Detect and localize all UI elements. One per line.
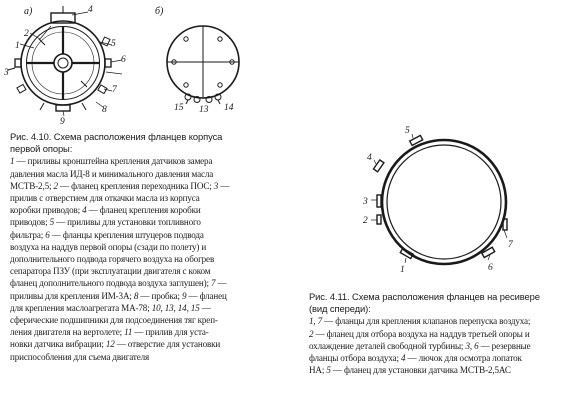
callout-b-13: 13 (199, 105, 209, 115)
caption-line (10, 204, 229, 216)
caption-text: МСТВ-2,5; (10, 180, 54, 191)
callout-b-14: 14 (224, 103, 234, 113)
caption-ref-number: 3 (213, 180, 219, 191)
caption-ref-number: 4 (400, 353, 406, 364)
view-label-a: а) (24, 6, 33, 17)
caption-line (10, 192, 229, 204)
callout-r-6: 6 (488, 263, 493, 273)
caption-text: фильтра; (10, 229, 46, 240)
figure-4-10-title-line-2: первой опоры: (10, 143, 73, 155)
caption-ref-number: 1, 7 (309, 316, 323, 327)
callout-a-9: 9 (60, 117, 65, 127)
callout-a-1: 1 (15, 41, 20, 51)
figure-4-11-title-line-2: (вид спереди): (309, 303, 371, 315)
caption-text: — фланцы крепления штуцеров подвода (49, 229, 204, 240)
caption-text: — отверстие для установки (114, 339, 221, 350)
caption-text: НА; (309, 365, 327, 376)
figure-4-11-title-line-1: Рис. 4.11. Схема расположения фланцев на ресивере (309, 291, 540, 302)
caption-text: приводов; (10, 217, 50, 228)
caption-line (10, 265, 229, 277)
callout-r-5: 5 (405, 126, 410, 136)
caption-text: — приливы для установки топливного (53, 217, 201, 228)
figure-4-11-drawing (345, 120, 535, 285)
caption-line (309, 364, 540, 376)
figure-4-11-caption (309, 291, 540, 376)
caption-text: — резервные (478, 340, 531, 351)
caption-ref-number: 12 (105, 339, 115, 350)
caption-text: — прилив для уста- (132, 327, 209, 338)
callout-a-8: 8 (102, 105, 107, 115)
caption-text: для крепления маслоагрегата МА-78; (10, 302, 152, 313)
caption-ref-number: 4 (82, 205, 87, 216)
caption-line (10, 253, 229, 265)
caption-line (309, 352, 540, 364)
callout-a-4: 4 (88, 5, 93, 15)
caption-ref-number: 3, 6 (465, 340, 479, 351)
caption-line (10, 241, 229, 253)
caption-line (10, 168, 229, 180)
caption-text: — фланцы для крепления клапанов перепуска воздуха; (322, 316, 531, 327)
receiver-ring (382, 140, 506, 264)
caption-line (309, 315, 540, 327)
callout-r-3: 3 (363, 197, 368, 207)
callout-r-7: 7 (508, 240, 513, 250)
caption-text: — фланец крепления коробки (86, 205, 201, 216)
caption-text: сепаратора ПЗУ (при эксплуатации двигателя с коком (10, 266, 211, 277)
caption-ref-number: 5 (49, 217, 54, 228)
view-b-housing (167, 26, 239, 104)
figure-4-10-drawing (0, 0, 300, 128)
caption-text: — фланец для отбора воздуха на наддув третьей опоры и (313, 328, 530, 339)
caption-line (309, 328, 540, 340)
callout-b-15: 15 (174, 103, 184, 113)
caption-text: — фланец для установки датчика МСТВ-2,5АС (330, 365, 511, 376)
caption-line (10, 155, 229, 167)
caption-ref-number: 11 (124, 327, 133, 338)
caption-text: — (199, 302, 211, 313)
caption-line (10, 338, 229, 350)
caption-text: охлаждение деталей свободной турбины; (309, 340, 466, 351)
caption-text: давления масла ИД-8 и минимального давления масла (10, 168, 214, 179)
view-a-housing (8, 6, 111, 111)
caption-ref-number: 8 (133, 290, 139, 301)
caption-text: — фланец (186, 290, 227, 301)
view-label-b: б) (155, 6, 164, 17)
caption-ref-number: 5 (326, 365, 331, 376)
caption-text: — (218, 180, 230, 191)
callout-a-3: 3 (4, 68, 9, 78)
caption-line (10, 326, 229, 338)
figure-4-10-title-line-1: Рис. 4.10. Схема расположения фланцев корпуса (10, 131, 223, 142)
callout-r-2: 2 (363, 216, 368, 226)
caption-text: приспособления для съема двигателя (10, 351, 150, 362)
caption-text: сферические подшипники для подсоединения тяг креп- (10, 315, 218, 326)
caption-text: — пробка; (138, 290, 182, 301)
caption-line (10, 290, 229, 302)
caption-ref-number: 2 (309, 328, 314, 339)
caption-text: коробки приводов; (10, 205, 83, 216)
caption-text: — (215, 278, 227, 289)
caption-text: ления двигателя на вертолете; (10, 327, 125, 338)
caption-line (10, 351, 229, 363)
callout-a-5: 5 (111, 39, 116, 49)
caption-ref-number: 10, 13, 14, 15 (151, 302, 200, 313)
caption-line (10, 277, 229, 289)
figure-4-11-legend (309, 315, 540, 376)
callout-r-4: 4 (367, 153, 372, 163)
caption-text: прилив с отверстием для откачки масла из корпуса (10, 193, 200, 204)
caption-line (10, 216, 229, 228)
caption-text: фланец дополнительного подвода воздуха заглушен); (10, 278, 212, 289)
caption-line (309, 340, 540, 352)
caption-text: дополнительного подвода горячего воздуха на обогрев (10, 254, 215, 265)
caption-line (10, 180, 229, 192)
callout-a-2: 2 (24, 29, 29, 39)
caption-text: фланцы отбора воздуха; (309, 353, 401, 364)
caption-text: приливы для крепления ИМ-3А; (10, 290, 134, 301)
caption-line (10, 314, 229, 326)
caption-text: воздуха на наддув первой опоры (сзади по полету) и (10, 241, 207, 252)
caption-line (10, 302, 229, 314)
caption-text: новки датчика вибрации; (10, 339, 106, 350)
caption-text: — лючок для осмотра лопаток (405, 353, 522, 364)
caption-text: — приливы кронштейна крепления датчиков замера (14, 156, 213, 167)
caption-ref-number: 1 (10, 156, 15, 167)
callout-r-1: 1 (400, 265, 405, 275)
caption-ref-number: 7 (211, 278, 216, 289)
figure-4-10-legend (10, 155, 229, 362)
callout-a-6: 6 (121, 55, 126, 65)
caption-text: — фланец крепления переходника ПОС; (57, 180, 214, 191)
caption-ref-number: 9 (181, 290, 187, 301)
caption-ref-number: 6 (45, 229, 50, 240)
figure-4-10-caption (10, 131, 229, 363)
callout-a-7: 7 (112, 85, 117, 95)
caption-ref-number: 2 (53, 180, 58, 191)
caption-line (10, 229, 229, 241)
